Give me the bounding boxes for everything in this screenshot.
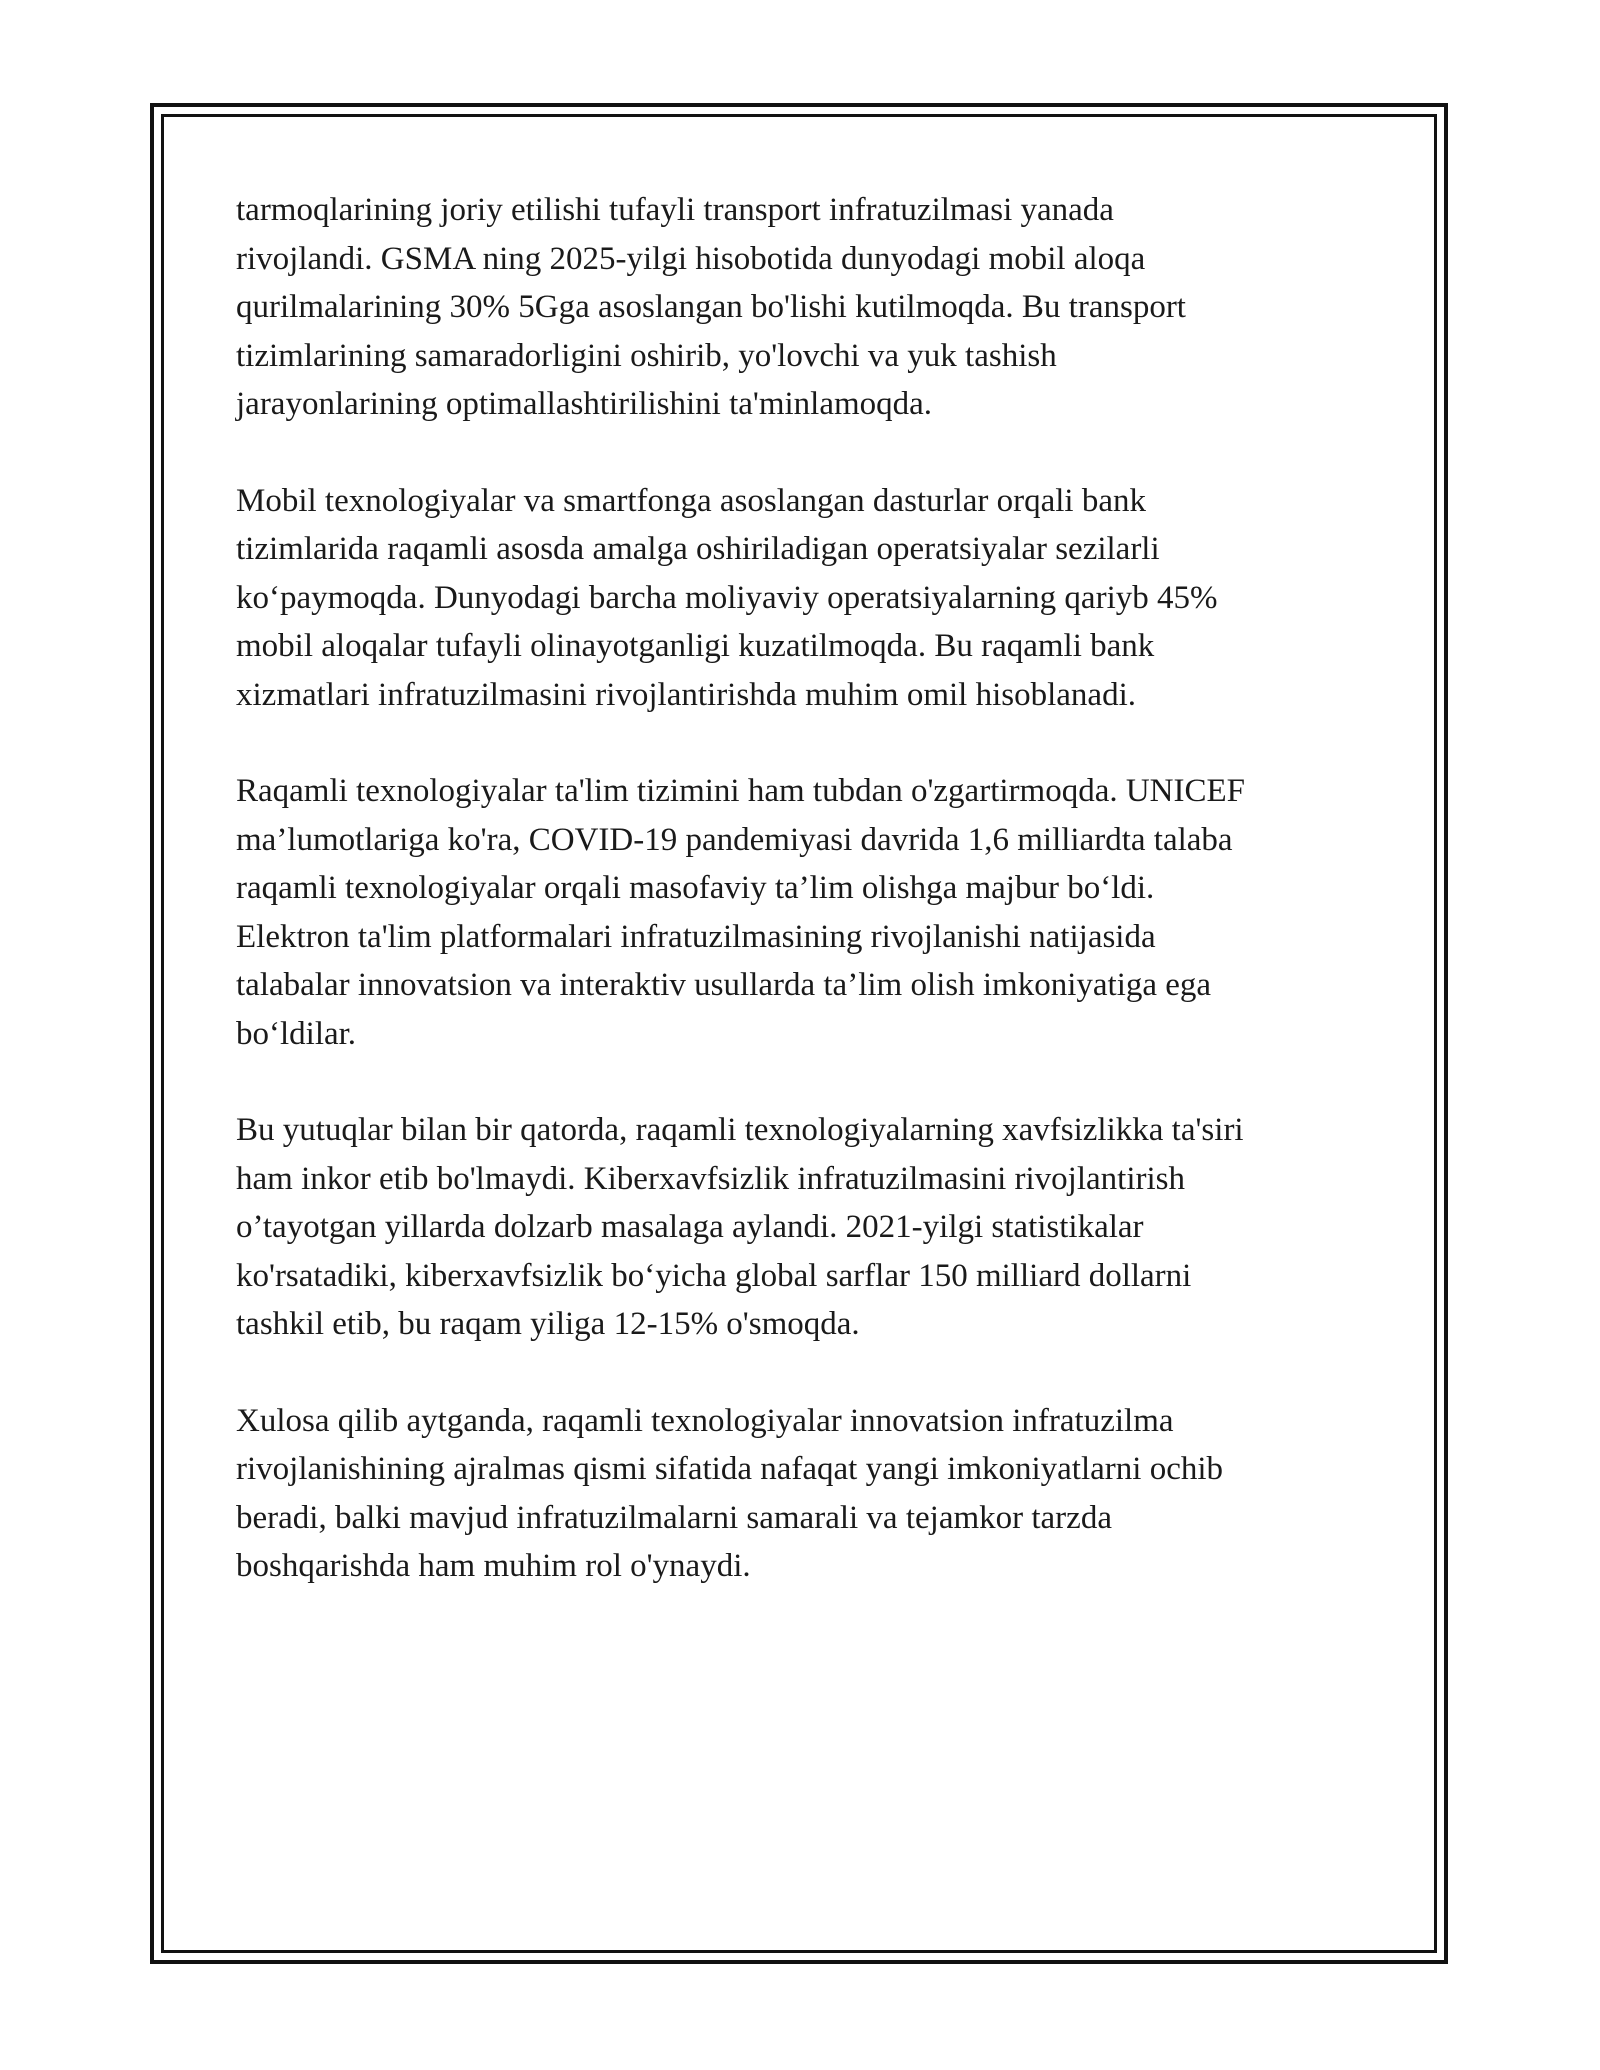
document-body [236, 186, 1366, 1639]
paragraph-banking: Mobil texnologiyalar va smartfonga asoslangan dasturlar orqali bank tizimlarida raqamli asosda amalga oshiriladigan operatsiyalar sezilarli ko‘paymoqda. Dunyodagi barcha moliyaviy operatsiyalarning qariyb 45% mobil aloqalar tufayli olinayotganligi kuzatilmoqda. Bu raqamli bank xizmatlari infratuzilmasini rivojlantirishda muhim omil hisoblanadi. [236, 482, 1218, 713]
paragraph-conclusion: Xulosa qilib aytganda, raqamli texnologiyalar innovatsion infratuzilma rivojlanishining ajralmas qismi sifatida nafaqat yangi imkoniyatlarni ochib beradi, balki mavjud infratuzilmalarni samarali va tejamkor tarzda boshqarishda ham muhim rol o'ynaydi. [236, 1402, 1224, 1584]
paragraph-education: Raqamli texnologiyalar ta'lim tizimini ham tubdan o'zgartirmoqda. UNICEF ma’lumotlariga ko'ra, COVID-19 pandemiyasi davrida 1,6 milliardta talaba raqamli texnologiyalar orqali masofaviy ta’lim olishga majbur bo‘ldi. Elektron ta'lim platformalari infratuzilmasining rivojlanishi natijasida talabalar innovatsion va interaktiv usullarda ta’lim olish imkoniyatiga ega bo‘ldilar. [236, 773, 1246, 1052]
paragraph-transport: tarmoqlarining joriy etilishi tufayli transport infratuzilmasi yanada rivojlandi. GSMA ning 2025-yilgi hisobotida dunyodagi mobil aloqa qurilmalarining 30% 5Gga asoslangan bo'lishi kutilmoqda. Bu transport tizimlarining samaradorligini oshirib, yo'lovchi va yuk tashish jarayonlarining optimallashtirilishini ta'minlamoqda. [236, 192, 1186, 422]
paragraph-cybersecurity: Bu yutuqlar bilan bir qatorda, raqamli texnologiyalarning xavfsizlikka ta'siri ham inkor etib bo'lmaydi. Kiberxavfsizlik infratuzilmasini rivojlantirish o’tayotgan yillarda dolzarb masalaga aylandi. 2021-yilgi statistikalar ko'rsatadiki, kiberxavfsizlik bo‘yicha global sarflar 150 milliard dollarni tashkil etib, bu raqam yiliga 12-15% o'smoqda. [236, 1112, 1244, 1342]
